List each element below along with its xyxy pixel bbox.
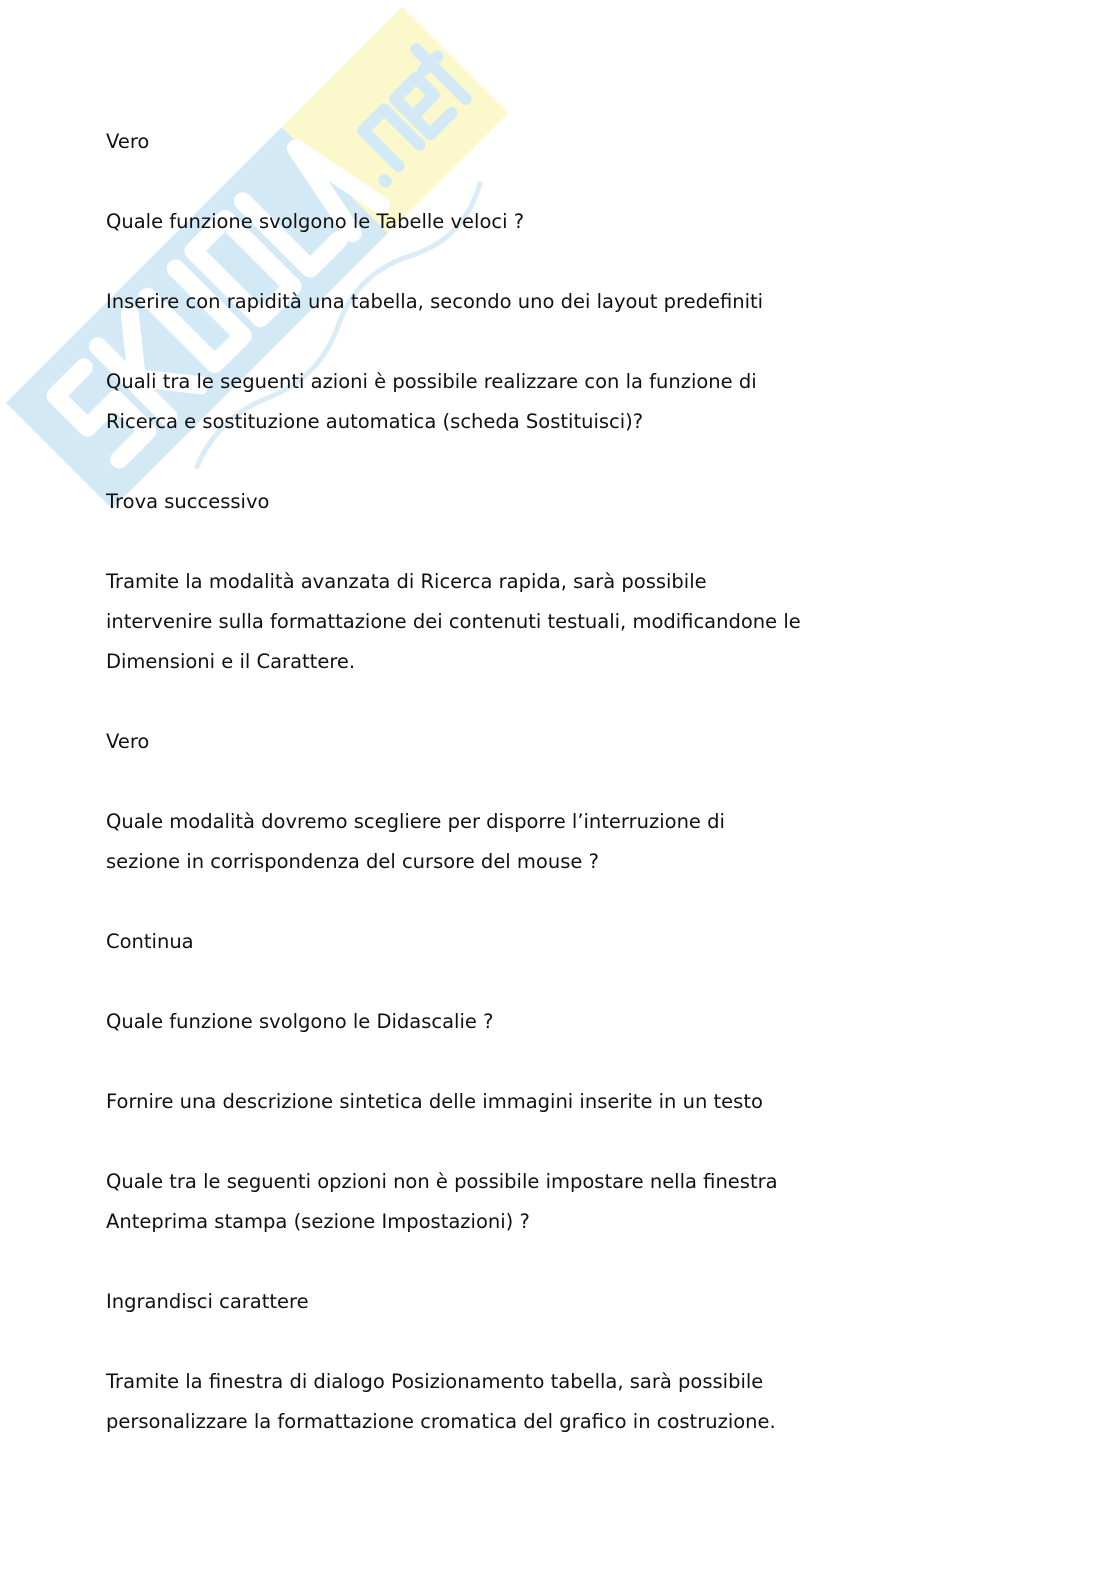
paragraph-answer: Inserire con rapidità una tabella, secondo uno dei layout predefiniti	[106, 290, 764, 313]
paragraph-answer: Vero	[106, 130, 150, 153]
paragraph-answer: Fornire una descrizione sintetica delle immagini inserite in un testo	[106, 1090, 763, 1113]
paragraph-answer: Continua	[106, 930, 194, 953]
paragraph-question: Tramite la modalità avanzata di Ricerca rapida, sarà possibile intervenire sulla formattazione dei contenuti testuali, modificandone le Dimensioni e il Carattere.	[106, 570, 801, 673]
paragraph-answer: Vero	[106, 730, 150, 753]
paragraph-question: Tramite la finestra di dialogo Posizionamento tabella, sarà possibile personalizzare la formattazione cromatica del grafico in costruzione.	[106, 1370, 776, 1433]
paragraph-question: Quale modalità dovremo scegliere per disporre l’interruzione di sezione in corrispondenza del cursore del mouse ?	[106, 810, 725, 873]
paragraph-answer: Ingrandisci carattere	[106, 1290, 309, 1313]
paragraph-question: Quale funzione svolgono le Didascalie ?	[106, 1010, 494, 1033]
paragraph-answer: Trova successivo	[106, 490, 270, 513]
paragraph-question: Quale funzione svolgono le Tabelle veloci ?	[106, 210, 525, 233]
paragraph-question: Quali tra le seguenti azioni è possibile realizzare con la funzione di Ricerca e sostituzione automatica (scheda Sostituisci)?	[106, 370, 757, 433]
paragraph-question: Quale tra le seguenti opzioni non è possibile impostare nella finestra Anteprima stampa (sezione Impostazioni) ?	[106, 1170, 778, 1233]
document-body	[106, 122, 1006, 1482]
